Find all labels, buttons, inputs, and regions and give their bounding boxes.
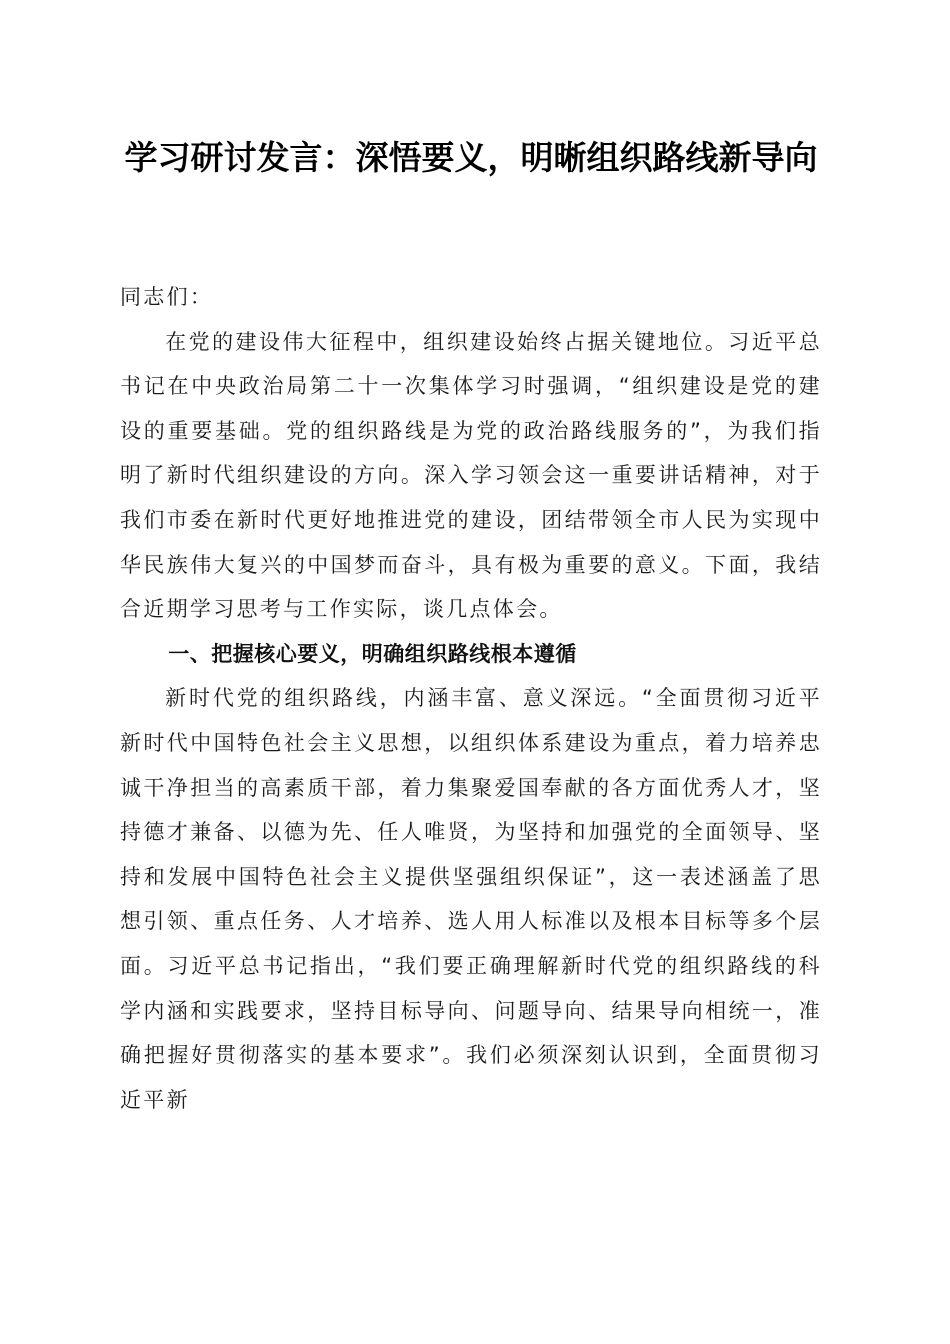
document-body xyxy=(120,275,822,1122)
intro-paragraph: 在党的建设伟大征程中，组织建设始终占据关键地位。习近平总书记在中央政治局第二十一次集体学习时强调，“组织建设是党的建设的重要基础。党的组织路线是为党的政治路线服务的”，为我们指明了新时代组织建设的方向。深入学习领会这一重要讲话精神，对于我们市委在新时代更好地推进党的建设，团结带领全市人民为实现中华民族伟大复兴的中国梦而奋斗，具有极为重要的意义。下面，我结合近期学习思考与工作实际，谈几点体会。 xyxy=(120,329,822,622)
section-paragraph: 新时代党的组织路线，内涵丰富、意义深远。“全面贯彻习近平新时代中国特色社会主义思想，以组织体系建设为重点，着力培养忠诚干净担当的高素质干部，着力集聚爱国奉献的各方面优秀人才，坚持德才兼备、以德为先、任人唯贤，为坚持和加强党的全面领导、坚持和发展中国特色社会主义提供坚强组织保证”，这一表述涵盖了思想引领、重点任务、人才培养、选人用人标准以及根本目标等多个层面。习近平总书记指出，“我们要正确理解新时代党的组织路线的科学内涵和实践要求，坚持目标导向、问题导向、结果导向相统一，准确把握好贯彻落实的基本要求”。我们必须深刻认识到，全面贯彻习近平新 xyxy=(120,686,822,1112)
document-title: 学习研讨发言：深悟要义，明晰组织路线新导向 xyxy=(124,138,818,177)
section-heading: 一、把握核心要义，明确组织路线根本遵循 xyxy=(168,641,577,666)
salutation: 同志们： xyxy=(120,285,214,309)
